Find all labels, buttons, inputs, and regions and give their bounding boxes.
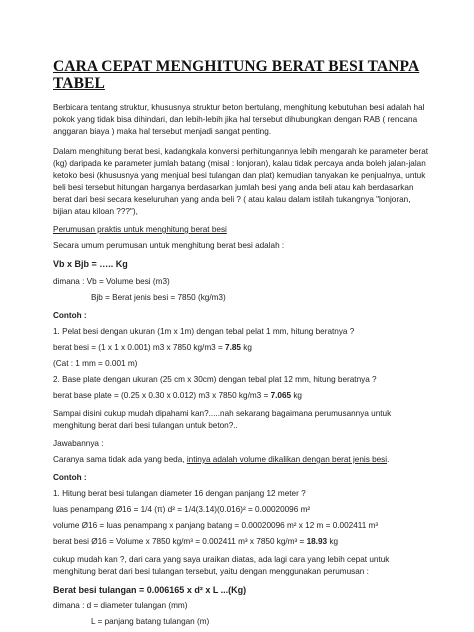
- formula-intro: Secara umum perumusan untuk menghitung berat besi adalah :: [53, 241, 285, 250]
- para2-line-1: Dalam menghitung berat besi, kadangkala konversi perhitungannya lebih mengarah ke parameter berat: [53, 147, 429, 156]
- para2-line-3: ketoko besi (khususnya yang menjual besi tulangan dan plat) kemudian tanyakan ke penjualnya, untuk: [53, 171, 426, 180]
- example-3: 1. Hitung berat besi tulangan diameter 16 dengan panjang 12 meter ?: [53, 489, 306, 498]
- para3-line-2: menghitung berat dari besi tulangan untuk beton?..: [53, 421, 238, 430]
- heading-perumusan: Perumusan praktis untuk menghitung berat besi: [53, 225, 227, 234]
- contoh-heading-1: Contoh :: [53, 311, 87, 320]
- example-2: 2. Base plate dengan ukuran (25 cm x 30cm) dengan tebal plat 12 mm, hitung beratnya ?: [53, 375, 377, 384]
- contoh-heading-2: Contoh :: [53, 473, 87, 482]
- para4-line-2: menghitung berat dari besi tulangan tersebut, yaitu dengan menggunakan perumusan :: [53, 567, 369, 576]
- para2-line-4: beli besi tersebut hitungan harganya berdasarkan jumlah besi yang anda beli atau kah berdasarkan: [53, 183, 414, 192]
- para4-line-1: cukup mudah kan ?, dari cara yang saya uraikan diatas, ada lagi cara yang lebih cepat untuk: [53, 555, 390, 564]
- example-2-calc: berat base plate = (0.25 x 0.30 x 0.012) m3 x 7850 kg/m3 = 7.065 kg: [53, 391, 302, 400]
- example-1-note: (Cat : 1 mm = 0.001 m): [53, 359, 138, 368]
- para2-line-5: berat dari besi secara keseluruhan yang anda beli ? ( atau kalau dalam istilah tukangnya "lonjoran,: [53, 195, 411, 204]
- intro-line-3: anggaran biaya ) maka hal tersebut menjadi sangat penting.: [53, 127, 272, 136]
- example-3-volume: volume Ø16 = luas penampang x panjang batang = 0.00020096 m² x 12 m = 0.002411 m³: [53, 521, 379, 530]
- example-1-calc: berat besi = (1 x 1 x 0.001) m3 x 7850 kg/m3 = 7.85 kg: [53, 343, 252, 352]
- jawabannya: Jawabannya :: [53, 439, 104, 448]
- formula-quick: Berat besi tulangan = 0.006165 x d² x L ...(Kg): [53, 585, 247, 595]
- example-3-area: luas penampang Ø16 = 1/4 (π) d² = 1/4(3.14)(0.016)² = 0.00020096 m²: [53, 505, 311, 514]
- where-bjb: Bjb = Berat jenis besi = 7850 (kg/m3): [91, 293, 226, 302]
- example-1: 1. Pelat besi dengan ukuran (1m x 1m) dengan tebal pelat 1 mm, hitung beratnya ?: [53, 327, 355, 336]
- definition-L: L = panjang batang tulangan (m): [91, 617, 210, 626]
- answer-line: Caranya sama tidak ada yang beda, intinya adalah volume dikalikan dengan berat jenis besi.: [53, 455, 390, 464]
- answer-underlined: intinya adalah volume dikalikan dengan berat jenis besi: [186, 455, 388, 464]
- intro-line-2: pokok yang tidak bisa dihindari, dan lebih-lebih jika hal tersebut dihubungkan dengan RAB ( rencana: [53, 115, 418, 124]
- example-2-result: 7.065: [270, 391, 292, 400]
- para3-line-1: Sampai disini cukup mudah dipahami kan?.....nah sekarang bagaimana perumusannya untuk: [53, 409, 392, 418]
- intro-line-1: Berbicara tentang struktur, khususnya struktur beton bertulang, menghitung kebutuhan besi adalah hal: [53, 103, 425, 112]
- where-vb: dimana : Vb = Volume besi (m3): [53, 277, 170, 286]
- para2-line-2: (kg) daripada ke parameter jumlah batang (misal : lonjoran), kalau tidak percaya anda boleh jalan-jalan: [53, 159, 426, 168]
- page-title: CARA CEPAT MENGHITUNG BERAT BESI TANPA TABEL: [53, 58, 420, 92]
- definition-d: dimana : d = diameter tulangan (mm): [53, 601, 188, 610]
- para2-line-6: bijian atau kiloan ???"),: [53, 207, 138, 216]
- example-3-weight: berat besi Ø16 = Volume x 7850 kg/m³ = 0.002411 m³ x 7850 kg/m³ = 18.93 kg: [53, 537, 339, 546]
- formula-main: Vb x Bjb = ….. Kg: [53, 259, 128, 269]
- example-1-result: 7.85: [225, 343, 241, 352]
- example-3-result: 18.93: [306, 537, 328, 546]
